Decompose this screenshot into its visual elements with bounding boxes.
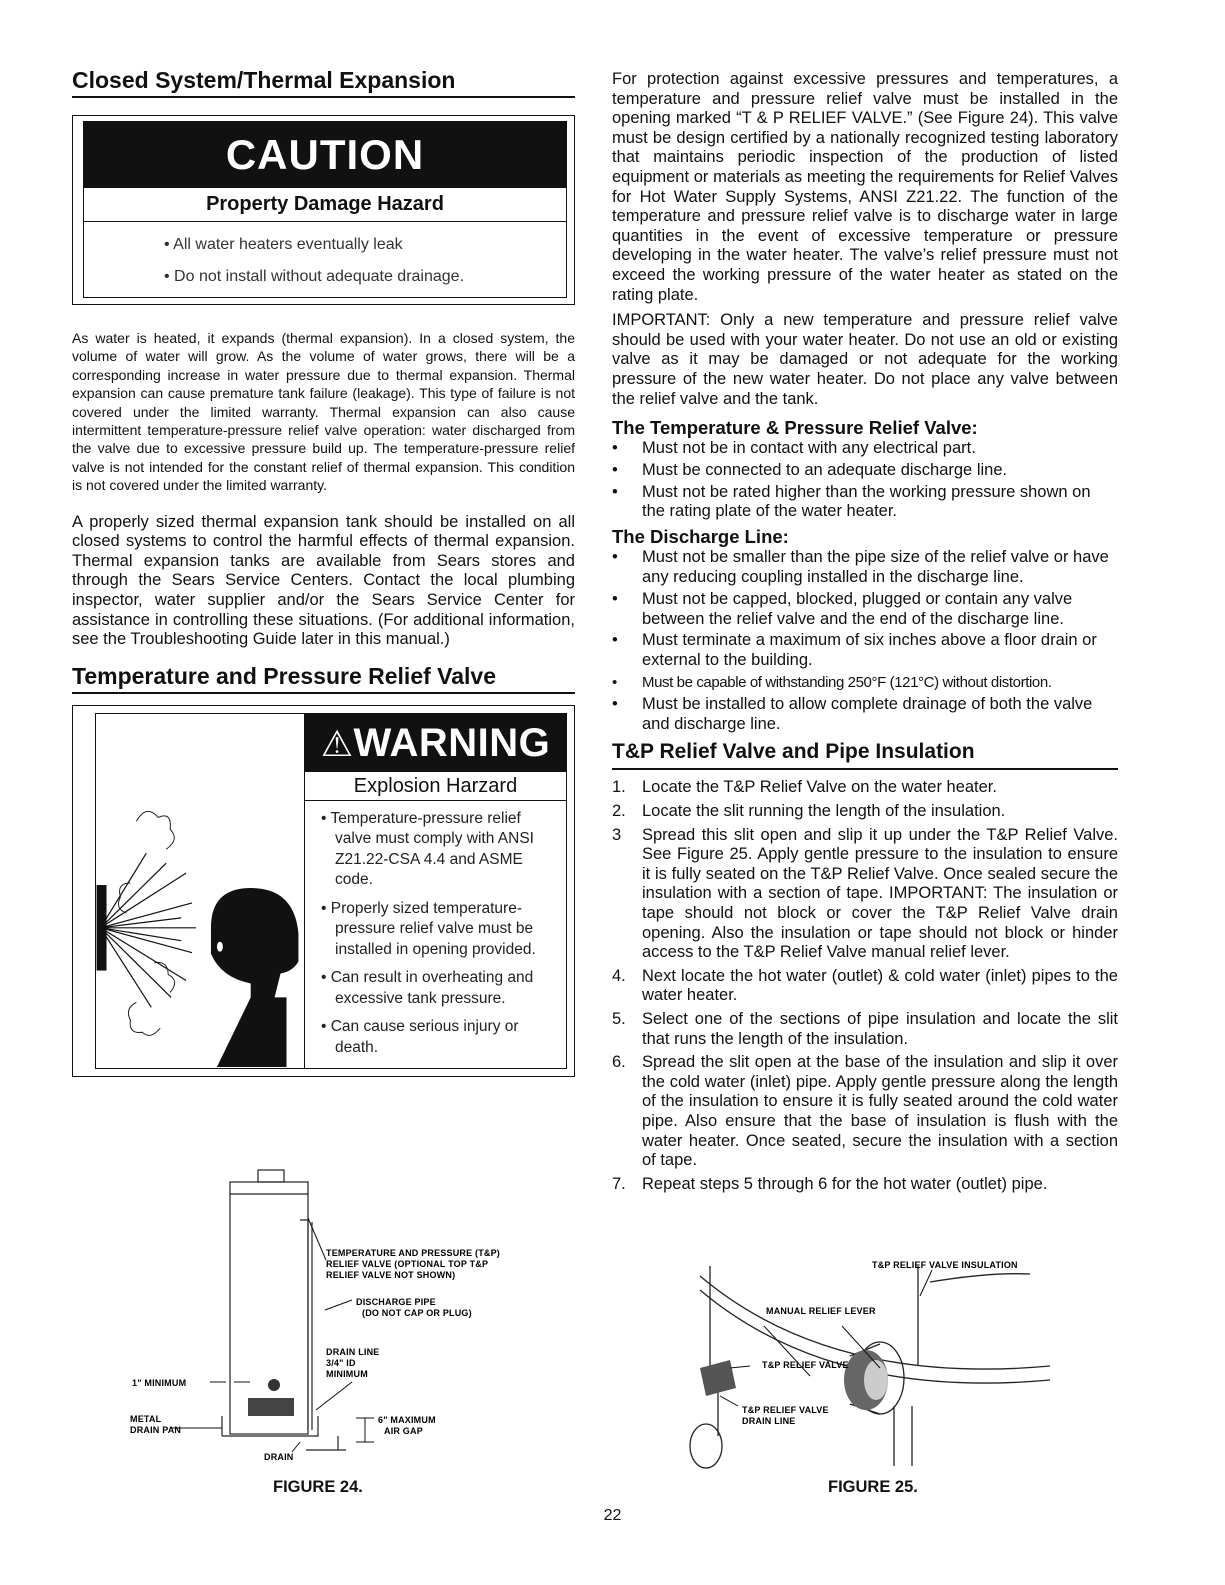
discharge-requirement: • Must not be capped, blocked, plugged or contain any valve between the relief valve and the end of the discharge line. — [612, 590, 1118, 630]
fig25-label-insulation: T&P RELIEF VALVE INSULATION — [872, 1260, 1018, 1270]
step-item: 1. Locate the T&P Relief Valve on the water heater. — [612, 778, 997, 797]
discharge-requirement: • Must be installed to allow complete drainage of both the valve and discharge line. — [612, 695, 1118, 735]
fig24-label-drain: DRAIN — [264, 1452, 294, 1462]
fig24-label-discharge-line2: (DO NOT CAP OR PLUG) — [362, 1308, 472, 1318]
fig25-label-drain-line1: T&P RELIEF VALVE — [742, 1405, 829, 1415]
step-item: 6. Spread the slit open at the base of the insulation and slip it over the cold water (inlet) pipe. Apply gentle pressure along the length of the insulation to ensure it is fully seated around the cold water pipe. Also ensure that the base of insulation is flush with the water heater. Once seated, secure the insulation with a section of tape. — [612, 1053, 1118, 1170]
fig24-label-drainline-line1: DRAIN LINE — [326, 1347, 380, 1357]
expansion-tank-paragraph: A properly sized thermal expansion tank should be installed on all closed systems to control the harmful effects of thermal expansion. Thermal expansion tanks are available from Sears stores and through the Sears Service Centers. Contact the local plumbing inspector, water supplier and/or the Sears Service Center for assistance in controlling these situations. (For additional information, see the Troubleshooting Guide later in this manual.) — [72, 512, 575, 649]
tp-valve-requirements-list — [612, 439, 1118, 522]
fig25-label-valve: T&P RELIEF VALVE — [762, 1360, 849, 1370]
insulation-heading: T&P Relief Valve and Pipe Insulation — [612, 738, 1118, 770]
figure-24-caption: FIGURE 24. — [273, 1478, 363, 1496]
step-item: 7. Repeat steps 5 through 6 for the hot water (outlet) pipe. — [612, 1174, 1048, 1193]
fig24-label-tp-line3: RELIEF VALVE NOT SHOWN) — [326, 1270, 456, 1280]
fig24-label-discharge-line1: DISCHARGE PIPE — [356, 1297, 436, 1307]
right-column — [612, 70, 1118, 1198]
figure-25-caption: FIGURE 25. — [828, 1478, 918, 1496]
figure-24-diagram — [130, 1160, 550, 1480]
discharge-line-heading: The Discharge Line: — [612, 526, 789, 548]
caution-list — [84, 222, 566, 293]
tp-valve-requirement: • Must not be rated higher than the working pressure shown on the rating plate of the water heater. — [612, 483, 1118, 523]
step-item: 3 Spread this slit open and slip it up under the T&P Relief Valve. See Figure 25. Apply gentle pressure to the insulation to ensure it is fully seated on the T&P Relief Valve. Once sealed secure the insulation with a section of tape. IMPORTANT: The insulation or tape should not block or cover the T&P Relief Valve drain opening. Also the insulation or tape should not block or hinder access to the T&P Relief Valve manual relief lever. — [612, 825, 1118, 962]
warning-box — [72, 705, 575, 1077]
tp-relief-valve-heading: Temperature and Pressure Relief Valve — [72, 662, 575, 694]
relief-valve-intro: For protection against excessive pressures and temperatures, a temperature and pressure relief valve must be installed in the opening marked “T & P RELIEF VALVE.” (See Figure 24). This valve must be design certified by a nationally recognized testing laboratory that maintains periodic inspection of the production of listed equipment or materials as meeting the requirements for Relief Valves for Hot Water Supply Systems, ANSI Z21.22. The function of the temperature and pressure relief valve is to discharge water in large quantities in the event of excessive temperature or pressure developing in the water heater. The valve’s relief pressure must not exceed the working pressure of the water heater as stated on the rating plate. — [612, 70, 1118, 304]
tp-valve-requirement: • Must not be in contact with any electrical part. — [612, 439, 1118, 459]
tp-valve-requirement: • Must be connected to an adequate discharge line. — [612, 461, 1118, 481]
fig24-label-tp-line1: TEMPERATURE AND PRESSURE (T&P) — [326, 1248, 501, 1258]
warning-subtitle: Explosion Harzard — [305, 772, 566, 801]
caution-title: CAUTION — [84, 122, 566, 188]
important-note: IMPORTANT: Only a new temperature and pressure relief valve should be used with your water heater. Do not use an old or existing valve as it may be damaged or not adequate for the working pressure of the new water heater. Do not place any valve between the relief valve and the tank. — [612, 311, 1118, 408]
fig24-label-pan-line1: METAL — [130, 1414, 162, 1424]
warning-item: • Properly sized temperature-pressure relief valve must be installed in opening provided. — [321, 899, 556, 961]
closed-system-heading: Closed System/Thermal Expansion — [72, 66, 575, 98]
fig24-label-tp-line2: RELIEF VALVE (OPTIONAL TOP T&P — [326, 1259, 489, 1269]
fig24-label-drainline-line3: MINIMUM — [326, 1369, 368, 1379]
warning-triangle-icon: ⚠ — [320, 722, 354, 764]
warning-list — [305, 801, 566, 1059]
fig24-label-pan-line2: DRAIN PAN — [130, 1425, 182, 1435]
warning-item: • Temperature-pressure relief valve must comply with ANSI Z21.22-CSA 4.4 and ASME code. — [321, 809, 556, 891]
discharge-requirement: • Must not be smaller than the pipe size of the relief valve or have any reducing coupling installed in the discharge line. — [612, 548, 1118, 588]
thermal-expansion-paragraph: As water is heated, it expands (thermal expansion). In a closed system, the volume of water will grow. As the volume of water grows, there will be a corresponding increase in water pressure due to thermal expansion. Thermal expansion can cause premature tank failure (leakage). This type of failure is not covered under the limited warranty. Thermal expansion can also cause intermittent temperature-pressure relief valve operation: water discharged from the valve due to excessive pressure build up. The temperature-pressure relief valve is not intended for the constant relief of thermal expansion. This condition is not covered under the limited warranty. — [72, 330, 575, 494]
fig25-label-drain-line2: DRAIN LINE — [742, 1416, 796, 1426]
caution-subtitle: Property Damage Hazard — [84, 188, 566, 222]
warning-title: ⚠WARNING — [305, 714, 566, 772]
left-column — [72, 66, 575, 1077]
step-item: 5. Select one of the sections of pipe insulation and locate the slit that runs the length of the insulation. — [612, 1009, 1118, 1048]
tp-valve-requirements-heading: The Temperature & Pressure Relief Valve: — [612, 417, 978, 439]
caution-item: • Do not install without adequate drainage. — [164, 261, 566, 293]
warning-item: • Can cause serious injury or death. — [321, 1017, 556, 1058]
step-item: 2. Locate the slit running the length of the insulation. — [612, 802, 1006, 821]
step-item: 4. Next locate the hot water (outlet) & cold water (inlet) pipes to the water heater. — [612, 966, 1118, 1005]
figure-25-diagram — [680, 1256, 1080, 1478]
fig24-label-gap-line1: 6" MAXIMUM — [378, 1415, 436, 1425]
discharge-requirement: • Must be capable of withstanding 250°F (121°C) without distortion. — [612, 673, 1118, 693]
page-number: 22 — [603, 1507, 622, 1524]
discharge-requirement: • Must terminate a maximum of six inches above a floor drain or external to the building. — [612, 631, 1118, 671]
fig24-label-drainline-line2: 3/4" ID — [326, 1358, 356, 1368]
warning-panel — [304, 714, 566, 1068]
fig24-label-gap-line2: AIR GAP — [384, 1426, 423, 1436]
fig24-label-minimum: 1" MINIMUM — [132, 1378, 187, 1388]
caution-item: • All water heaters eventually leak — [164, 229, 566, 261]
insulation-steps — [612, 778, 1118, 1194]
caution-box — [72, 115, 575, 305]
fig25-label-lever: MANUAL RELIEF LEVER — [766, 1306, 876, 1316]
discharge-line-list — [612, 548, 1118, 734]
explosion-hazard-illustration — [96, 714, 304, 1068]
warning-item: • Can result in overheating and excessive tank pressure. — [321, 968, 556, 1009]
